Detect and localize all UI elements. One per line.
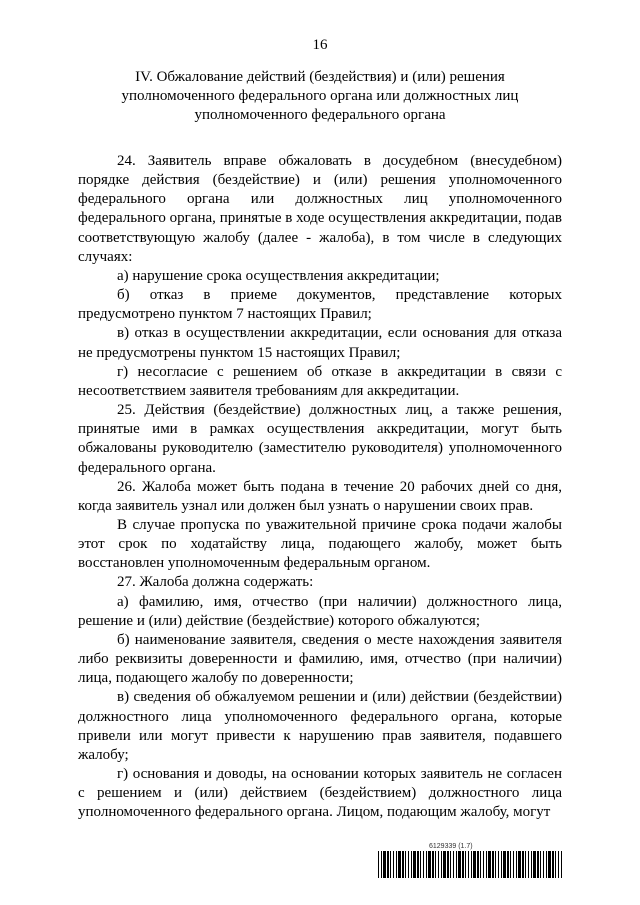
barcode-bar — [518, 851, 521, 878]
paragraph-27: 27. Жалоба должна содержать: — [117, 574, 314, 591]
barcode-bar — [561, 851, 562, 878]
barcode-bar — [492, 851, 494, 878]
barcode-bar — [402, 851, 404, 878]
barcode-bar — [378, 851, 379, 878]
barcode-bar — [468, 851, 469, 878]
paragraph-24: 24. Заявитель вправе обжаловать в досудебном (внесудебном) порядке действия (бездействие) и (или) решения уполномоченного федерального органа или должностных лиц уполномоченного федерального органа, принятые в ходе осуществления аккредитации, подав соответствующую жалобу (далее - жалоба), в том числе в следующих случаях: — [78, 153, 562, 265]
barcode-bar — [398, 851, 401, 878]
barcode-bar — [450, 851, 451, 878]
paragraph-26-continued: В случае пропуска по уважительной причине срока подачи жалобы этот срок по ходатайству лица, подающего жалобу, может быть восстановлен уполномоченным федеральным органом. — [78, 516, 562, 572]
barcode-bar — [456, 851, 457, 878]
barcode-bar — [501, 851, 502, 878]
document-code: 6129339 (1.7) — [429, 843, 473, 850]
barcode-image — [378, 851, 562, 878]
barcode-bar — [438, 851, 439, 878]
barcode-bar — [555, 851, 556, 878]
barcode-bar — [405, 851, 406, 878]
barcode-bar — [543, 851, 544, 878]
barcode-bar — [462, 851, 464, 878]
barcode-bar — [390, 851, 391, 878]
barcode-bar — [558, 851, 559, 878]
barcode-bar — [528, 851, 529, 878]
barcode-bar — [531, 851, 532, 878]
barcode-bar — [396, 851, 397, 878]
barcode-bar — [387, 851, 389, 878]
barcode-bar — [513, 851, 514, 878]
list-item-24v: в) отказ в осуществлении аккредитации, если основания для отказа не предусмотрены пунктом 15 настоящих Правил; — [78, 325, 562, 361]
barcode-bar — [473, 851, 476, 878]
barcode-bar — [486, 851, 487, 878]
barcode-bar — [381, 851, 382, 878]
barcode-bar — [393, 851, 394, 878]
barcode-bar — [477, 851, 479, 878]
section-heading-line: уполномоченного федерального органа или должностных лиц — [121, 88, 519, 104]
barcode-bar — [507, 851, 509, 878]
barcode-bar — [540, 851, 541, 878]
barcode-bar — [495, 851, 496, 878]
barcode-bar — [411, 851, 412, 878]
barcode-bar — [420, 851, 421, 878]
barcode-bar — [483, 851, 484, 878]
barcode-bar — [408, 851, 409, 878]
list-item-27g: г) основания и доводы, на основании которых заявитель не согласен с решением и (или) действием (бездействием) должностного лица уполномоченного федерального органа. Лицом, подающим жалобу, могут — [78, 766, 562, 821]
barcode-bar — [552, 851, 554, 878]
barcode-bar — [525, 851, 526, 878]
list-item-24a: а) нарушение срока осуществления аккредитации; — [117, 267, 440, 284]
barcode-bar — [432, 851, 434, 878]
barcode-bar — [443, 851, 446, 878]
barcode-bar — [447, 851, 449, 878]
list-item-27b: б) наименование заявителя, сведения о месте нахождения заявителя либо реквизиты доверенности и фамилию, имя, отчество (при наличии) лица, подающего жалобу по доверенности; — [78, 631, 562, 687]
barcode-bar — [488, 851, 491, 878]
barcode-bar — [413, 851, 416, 878]
barcode-bar — [471, 851, 472, 878]
list-item-24b: б) отказ в приеме документов, представление которых предусмотрено пунктом 7 настоящих Правил; — [78, 287, 562, 323]
barcode-bar — [441, 851, 442, 878]
barcode-bar — [498, 851, 499, 878]
paragraph-25: 25. Действия (бездействие) должностных лиц, а также решения, принятые ими в рамках осуществления аккредитации, могут быть обжалованы руководителю (заместителю руководителя) уполномоченного федерального органа. — [78, 402, 562, 476]
barcode-bar — [428, 851, 431, 878]
barcode-bar — [435, 851, 436, 878]
barcode-bar — [548, 851, 551, 878]
paragraph-26: 26. Жалоба может быть подана в течение 20 рабочих дней со дня, когда заявитель узнал или должен был узнать о нарушении своих прав. — [78, 478, 562, 514]
barcode-bar — [417, 851, 419, 878]
barcode-bar — [465, 851, 466, 878]
barcode-bar — [516, 851, 517, 878]
list-item-27a: а) фамилию, имя, отчество (при наличии) должностного лица, решение и (или) действие (бездействие) которого обжалуются; — [78, 593, 562, 629]
barcode-bar — [503, 851, 506, 878]
list-item-27v: в) сведения об обжалуемом решении и (или) действии (бездействии) должностного лица уполномоченного федерального органа, которые привели или могут привести к нарушению прав заявителя, подавшего жалобу; — [78, 689, 562, 763]
section-heading — [80, 68, 560, 125]
list-item-24g: г) несогласие с решением об отказе в аккредитации в связи с несоответствием заявителя требованиям для аккредитации. — [78, 363, 562, 399]
page-number: 16 — [312, 37, 328, 53]
barcode-bar — [423, 851, 424, 878]
section-heading-line: уполномоченного федерального органа — [194, 107, 446, 123]
barcode-bar — [458, 851, 461, 878]
barcode-bar — [480, 851, 481, 878]
barcode-bar — [383, 851, 386, 878]
document-body — [78, 152, 562, 822]
barcode-bar — [426, 851, 427, 878]
barcode-bar — [546, 851, 547, 878]
barcode-bar — [533, 851, 536, 878]
barcode-bar — [522, 851, 524, 878]
section-heading-line: IV. Обжалование действий (бездействия) и (или) решения — [135, 69, 505, 85]
barcode-bar — [510, 851, 511, 878]
barcode-bar — [537, 851, 539, 878]
barcode-bar — [453, 851, 454, 878]
